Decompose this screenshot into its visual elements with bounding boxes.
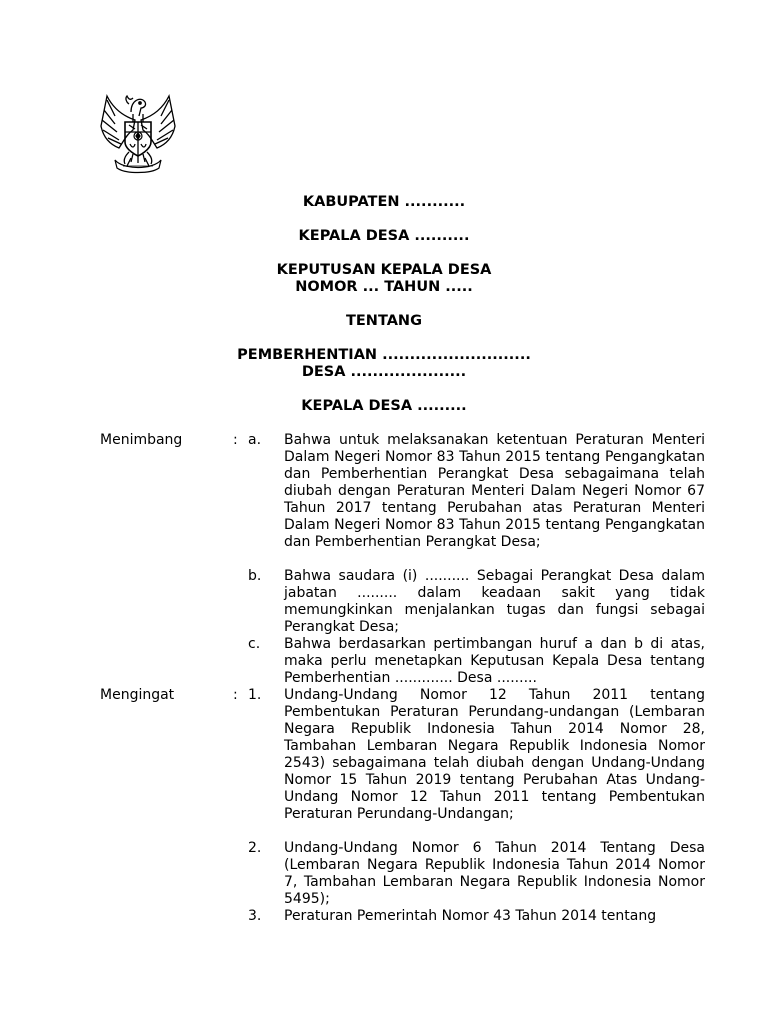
- item-text: Undang-Undang Nomor 6 Tahun 2014 Tentang Desa (Lembaran Negara Republik Indonesia Tahun 2014 Nomor 7, Tambahan Lembaran Negara Republik Indonesia Nomor 5495);: [284, 840, 705, 907]
- mengingat-colon: :: [233, 687, 238, 703]
- village-head-heading: KEPALA DESA ..........: [298, 228, 470, 244]
- item-marker: 1.: [248, 687, 262, 703]
- item-text: Undang-Undang Nomor 12 Tahun 2011 tentang Pembentukan Peraturan Perundang-undangan (Lembaran Negara Republik Indonesia Tahun 2014 Nomor 28, Tambahan Lembaran Negara Republik Indonesia Nomor 2543) sebagaimana telah diubah dengan Undang-Undang Nomor 15 Tahun 2019 tentang Perubahan Atas Undang-Undang Nomor 12 Tahun 2011 tentang Pembentukan Peraturan Perundang-Undangan;: [284, 687, 705, 822]
- subject-line-2: DESA .....................: [301, 364, 467, 380]
- menimbang-label: Menimbang: [100, 432, 183, 448]
- mengingat-label: Mengingat: [100, 687, 175, 703]
- menimbang-colon: :: [233, 432, 238, 448]
- regency-heading: KABUPATEN ...........: [302, 194, 466, 210]
- item-marker: c.: [248, 636, 261, 652]
- garuda-pancasila-emblem: [93, 86, 183, 174]
- item-text: Bahwa saudara (i) .......... Sebagai Perangkat Desa dalam jabatan ......... dalam keadaan sakit yang tidak memungkinkan menjalankan tugas dan fungsi sebagai Perangkat Desa;: [284, 568, 705, 635]
- issuer-heading: KEPALA DESA .........: [301, 398, 467, 414]
- item-text: Bahwa berdasarkan pertimbangan huruf a dan b di atas, maka perlu menetapkan Keputusan Kepala Desa tentang Pemberhentian ............. Desa .........: [284, 636, 705, 686]
- subject-line-1: PEMBERHENTIAN ...........................: [237, 347, 531, 363]
- item-marker: 3.: [248, 908, 262, 924]
- item-text: Bahwa untuk melaksanakan ketentuan Peraturan Menteri Dalam Negeri Nomor 83 Tahun 2015 tentang Pengangkatan dan Pemberhentian Perangkat Desa sebagaimana telah diubah dengan Peraturan Menteri Dalam Negeri Nomor 67 Tahun 2017 tentang Perubahan atas Peraturan Menteri Dalam Negeri Nomor 83 Tahun 2015 tentang Pengangkatan dan Pemberhentian Perangkat Desa;: [284, 432, 705, 550]
- item-text: Peraturan Pemerintah Nomor 43 Tahun 2014 tentang: [284, 908, 657, 924]
- item-marker: a.: [248, 432, 262, 448]
- decree-number: NOMOR ... TAHUN .....: [295, 279, 473, 295]
- item-marker: b.: [248, 568, 262, 584]
- item-marker: 2.: [248, 840, 262, 856]
- decree-title: KEPUTUSAN KEPALA DESA: [276, 262, 492, 278]
- about-heading: TENTANG: [346, 313, 422, 329]
